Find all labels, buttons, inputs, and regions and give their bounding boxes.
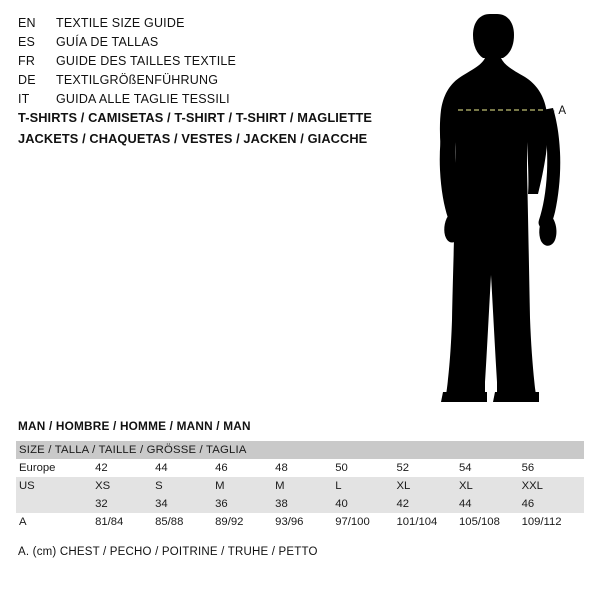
cell-value: XS — [95, 477, 155, 495]
cell-value: 34 — [155, 495, 215, 513]
category-tshirts: T-SHIRTS / CAMISETAS / T-SHIRT / T-SHIRT / MAGLIETTE — [18, 110, 373, 125]
row-label — [16, 495, 95, 513]
cell-value: 85/88 — [155, 513, 215, 531]
language-title: TEXTILGRÖßENFÜHRUNG — [56, 73, 219, 87]
table-header-row — [16, 441, 584, 459]
size-table — [16, 441, 584, 531]
male-silhouette-illustration — [415, 10, 595, 405]
language-title: GUIDE DES TAILLES TEXTILE — [56, 54, 237, 68]
language-code: DE — [18, 73, 36, 87]
cell-value: M — [215, 477, 275, 495]
cell-value: 81/84 — [95, 513, 155, 531]
table-row — [16, 477, 584, 495]
table-header-label: SIZE / TALLA / TAILLE / GRÖSSE / TAGLIA — [16, 441, 584, 459]
row-label: Europe — [16, 459, 95, 477]
cell-value: 38 — [275, 495, 335, 513]
cell-value: 93/96 — [275, 513, 335, 531]
cell-value: 101/104 — [396, 513, 459, 531]
table-row — [16, 459, 584, 477]
cell-value: M — [275, 477, 335, 495]
cell-value: 56 — [522, 459, 584, 477]
table-footnote: A. (cm) CHEST / PECHO / POITRINE / TRUHE / PETTO — [18, 546, 318, 558]
cell-value: 48 — [275, 459, 335, 477]
measure-label-a: - A — [551, 105, 567, 117]
language-title: GUIDA ALLE TAGLIE TESSILI — [56, 92, 230, 106]
cell-value: 54 — [459, 459, 522, 477]
language-row-fr — [18, 54, 418, 73]
language-code: ES — [18, 35, 36, 49]
cell-value: XXL — [522, 477, 584, 495]
cell-value: S — [155, 477, 215, 495]
cell-value: 97/100 — [335, 513, 396, 531]
cell-value: 89/92 — [215, 513, 275, 531]
table-row — [16, 495, 584, 513]
cell-value: 40 — [335, 495, 396, 513]
cell-value: 109/112 — [522, 513, 584, 531]
category-jackets: JACKETS / CHAQUETAS / VESTES / JACKEN / GIACCHE — [18, 131, 368, 146]
language-header-block — [18, 16, 418, 111]
cell-value: L — [335, 477, 396, 495]
language-code: EN — [18, 16, 36, 30]
language-row-es — [18, 35, 418, 54]
row-label: US — [16, 477, 95, 495]
language-row-en — [18, 16, 418, 35]
category-block — [18, 110, 438, 152]
cell-value: 44 — [155, 459, 215, 477]
cell-value: 42 — [95, 459, 155, 477]
cell-value: 32 — [95, 495, 155, 513]
cell-value: 50 — [335, 459, 396, 477]
language-code: FR — [18, 54, 36, 68]
language-row-it — [18, 92, 418, 111]
language-row-de — [18, 73, 418, 92]
table-row — [16, 513, 584, 531]
cell-value: 36 — [215, 495, 275, 513]
language-title: GUÍA DE TALLAS — [56, 35, 159, 49]
cell-value: 52 — [396, 459, 459, 477]
cell-value: 46 — [215, 459, 275, 477]
row-label: A — [16, 513, 95, 531]
language-code: IT — [18, 92, 30, 106]
cell-value: 42 — [396, 495, 459, 513]
cell-value: 46 — [522, 495, 584, 513]
table-title-man: MAN / HOMBRE / HOMME / MANN / MAN — [18, 419, 251, 433]
cell-value: 105/108 — [459, 513, 522, 531]
cell-value: XL — [459, 477, 522, 495]
cell-value: 44 — [459, 495, 522, 513]
cell-value: XL — [396, 477, 459, 495]
language-title: TEXTILE SIZE GUIDE — [56, 16, 185, 30]
